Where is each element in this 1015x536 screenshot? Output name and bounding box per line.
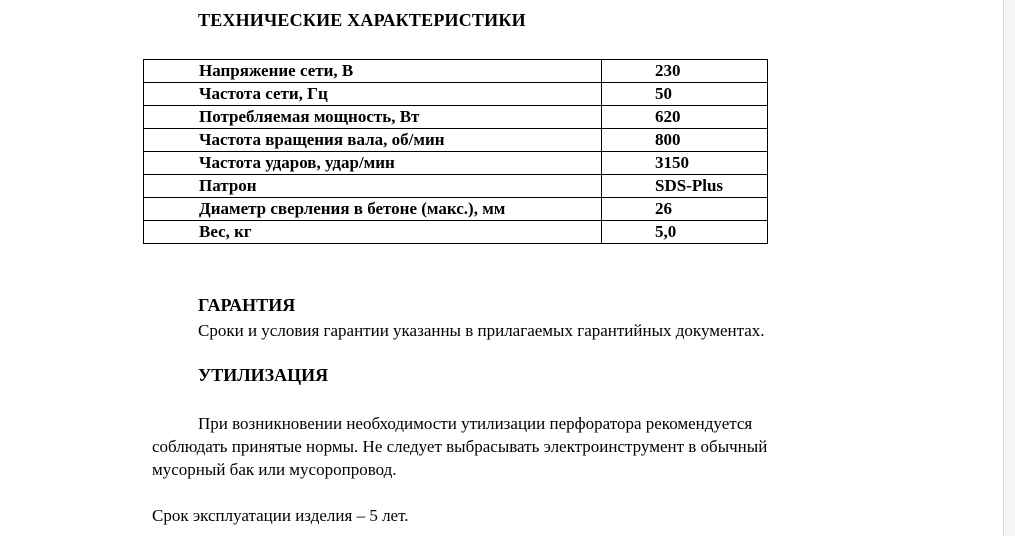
spec-label: Потребляемая мощность, Вт (144, 106, 602, 129)
spec-value: 800 (602, 129, 768, 152)
spec-label: Вес, кг (144, 221, 602, 244)
disposal-text-line-1: При возникновении необходимости утилизации перфоратора рекомендуется (198, 414, 753, 433)
table-row (144, 175, 768, 198)
spec-label: Частота ударов, удар/мин (144, 152, 602, 175)
spec-label: Патрон (144, 175, 602, 198)
spec-label: Частота вращения вала, об/мин (144, 129, 602, 152)
warranty-text: Сроки и условия гарантии указанны в прилагаемых гарантийных документах. (198, 321, 765, 340)
spec-value: 26 (602, 198, 768, 221)
disposal-heading: УТИЛИЗАЦИЯ (198, 365, 329, 385)
spec-value: 50 (602, 83, 768, 106)
spec-value: 5,0 (602, 221, 768, 244)
spec-label: Напряжение сети, В (144, 60, 602, 83)
spec-label: Частота сети, Гц (144, 83, 602, 106)
disposal-text-line-3: мусорный бак или мусоропровод. (152, 460, 397, 479)
spec-value: 3150 (602, 152, 768, 175)
table-row (144, 152, 768, 175)
spec-value: 620 (602, 106, 768, 129)
table-row (144, 221, 768, 244)
disposal-text-line-2: соблюдать принятые нормы. Не следует выбрасывать электроинструмент в обычный (152, 437, 768, 456)
spec-value: SDS-Plus (602, 175, 768, 198)
warranty-heading: ГАРАНТИЯ (198, 295, 296, 315)
spec-label: Диаметр сверления в бетоне (макс.), мм (144, 198, 602, 221)
table-row (144, 60, 768, 83)
table-row (144, 129, 768, 152)
specs-table (143, 59, 768, 244)
table-row (144, 198, 768, 221)
table-row (144, 106, 768, 129)
table-row (144, 83, 768, 106)
service-life-text: Срок эксплуатации изделия – 5 лет. (152, 506, 409, 525)
page-title: ТЕХНИЧЕСКИЕ ХАРАКТЕРИСТИКИ (198, 10, 526, 30)
spec-value: 230 (602, 60, 768, 83)
